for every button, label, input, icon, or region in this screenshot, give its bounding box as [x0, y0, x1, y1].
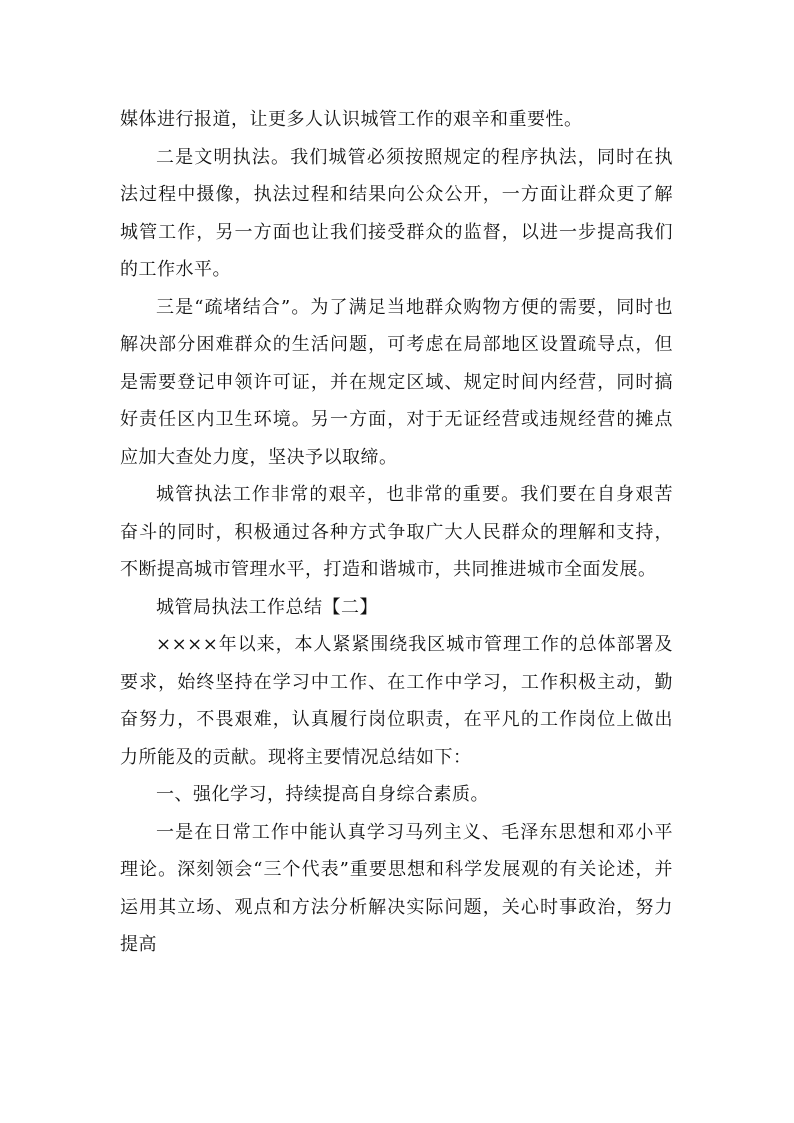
paragraph-continuation: 媒体进行报道，让更多人认识城管工作的艰辛和重要性。 [120, 109, 583, 130]
paragraph-work-overview: ××××年以来，本人紧紧围绕我区城市管理工作的总体部署及要求，始终坚持在学习中工作、在工作中学习，工作积极主动，勤奋努力，不畏艰难，认真履行岗位职责，在平凡的工作岗位上做出力所能及的贡献。现将主要情况总结如下： [120, 634, 673, 768]
section-title: 城管局执法工作总结【二】 [156, 596, 378, 618]
paragraph-civilized-enforcement: 二是文明执法。我们城管必须按照规定的程序执法，同时在执法过程中摄像，执法过程和结果向公众公开，一方面让群众更了解城管工作，另一方面也让我们接受群众的监督，以进一步提高我们的工作水平。 [120, 146, 673, 280]
document-body [120, 101, 673, 964]
paragraph-theory-study: 一是在日常工作中能认真学习马列主义、毛泽东思想和邓小平理论。深刻领会“三个代表”重要思想和科学发展观的有关论述，并运用其立场、观点和方法分析解决实际问题，关心时事政治，努力提高 [120, 821, 673, 955]
paragraph-guidance-and-blocking: 三是“疏堵结合”。为了满足当地群众购物方便的需要，同时也解决部分困难群众的生活问题，可考虑在局部地区设置疏导点，但是需要登记申领许可证，并在规定区域、规定时间内经营，同时搞好责任区内卫生环境。另一方面，对于无证经营或违规经营的摊点应加大查处力度，坚决予以取缔。 [120, 296, 673, 468]
paragraph-summary-conclusion: 城管执法工作非常的艰辛，也非常的重要。我们要在自身艰苦奋斗的同时，积极通过各种方式争取广大人民群众的理解和支持，不断提高城市管理水平，打造和谐城市，共同推进城市全面发展。 [120, 484, 673, 580]
subheading-strengthen-learning: 一、强化学习，持续提高自身综合素质。 [156, 784, 489, 805]
